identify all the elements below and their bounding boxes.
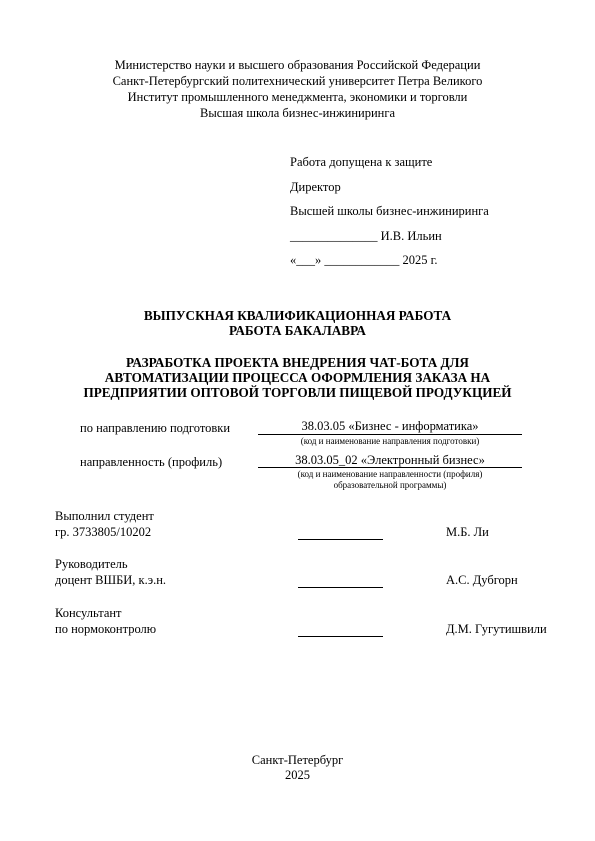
supervisor-name: А.С. Дубгорн [446, 573, 518, 587]
work-type-subtitle: РАБОТА БАКАЛАВРА [229, 323, 366, 338]
consultant-signature-line [298, 636, 383, 637]
profile-hint-line-2: образовательной программы) [333, 480, 447, 490]
consultant-area: по нормоконтролю [55, 622, 157, 636]
university-line: Санкт-Петербургский политехнический университет Петра Великого [112, 74, 483, 88]
direction-value: 38.03.05 «Бизнес - информатика» [301, 419, 479, 433]
supervisor-signature-line [298, 587, 383, 588]
direction-underline [258, 434, 522, 435]
profile-value: 38.03.05_02 «Электронный бизнес» [295, 453, 485, 467]
student-role: Выполнил студент [55, 509, 154, 523]
approval-signature-line: ______________ И.В. Ильин [290, 229, 442, 243]
direction-label: по направлению подготовки [80, 421, 231, 435]
consultant-name: Д.М. Гугутишвили [446, 622, 547, 636]
approval-director: Директор [290, 180, 341, 194]
approval-date-line: «___» ____________ 2025 г. [290, 253, 438, 267]
footer-city: Санкт-Петербург [251, 753, 344, 767]
institute-line: Институт промышленного менеджмента, экономики и торговли [127, 90, 468, 104]
work-type-title: ВЫПУСКНАЯ КВАЛИФИКАЦИОННАЯ РАБОТА [143, 308, 452, 323]
direction-hint: (код и наименование направления подготовки) [300, 436, 480, 446]
thesis-title-line-3: ПРЕДПРИЯТИИ ОПТОВОЙ ТОРГОВЛИ ПИЩЕВОЙ ПРОДУКЦИЕЙ [83, 385, 512, 400]
footer-year: 2025 [285, 768, 310, 782]
ministry-line: Министерство науки и высшего образования Российской Федерации [114, 58, 481, 72]
student-group: гр. 3733805/10202 [55, 525, 152, 539]
profile-label: направленность (профиль) [80, 455, 223, 469]
profile-hint-line-1: (код и наименование направленности (профиля) [297, 469, 483, 479]
consultant-role: Консультант [55, 606, 122, 620]
profile-underline [258, 467, 522, 468]
supervisor-role: Руководитель [55, 557, 128, 571]
supervisor-position: доцент ВШБИ, к.э.н. [55, 573, 167, 587]
school-line: Высшая школа бизнес-инжиниринга [199, 106, 396, 120]
student-signature-line [298, 539, 383, 540]
approval-admitted: Работа допущена к защите [290, 155, 433, 169]
thesis-title-line-2: АВТОМАТИЗАЦИИ ПРОЦЕССА ОФОРМЛЕНИЯ ЗАКАЗА НА [104, 370, 491, 385]
thesis-title-line-1: РАЗРАБОТКА ПРОЕКТА ВНЕДРЕНИЯ ЧАТ-БОТА ДЛЯ [126, 355, 469, 370]
approval-school: Высшей школы бизнес-инжиниринга [290, 204, 489, 218]
student-name: М.Б. Ли [446, 525, 489, 539]
